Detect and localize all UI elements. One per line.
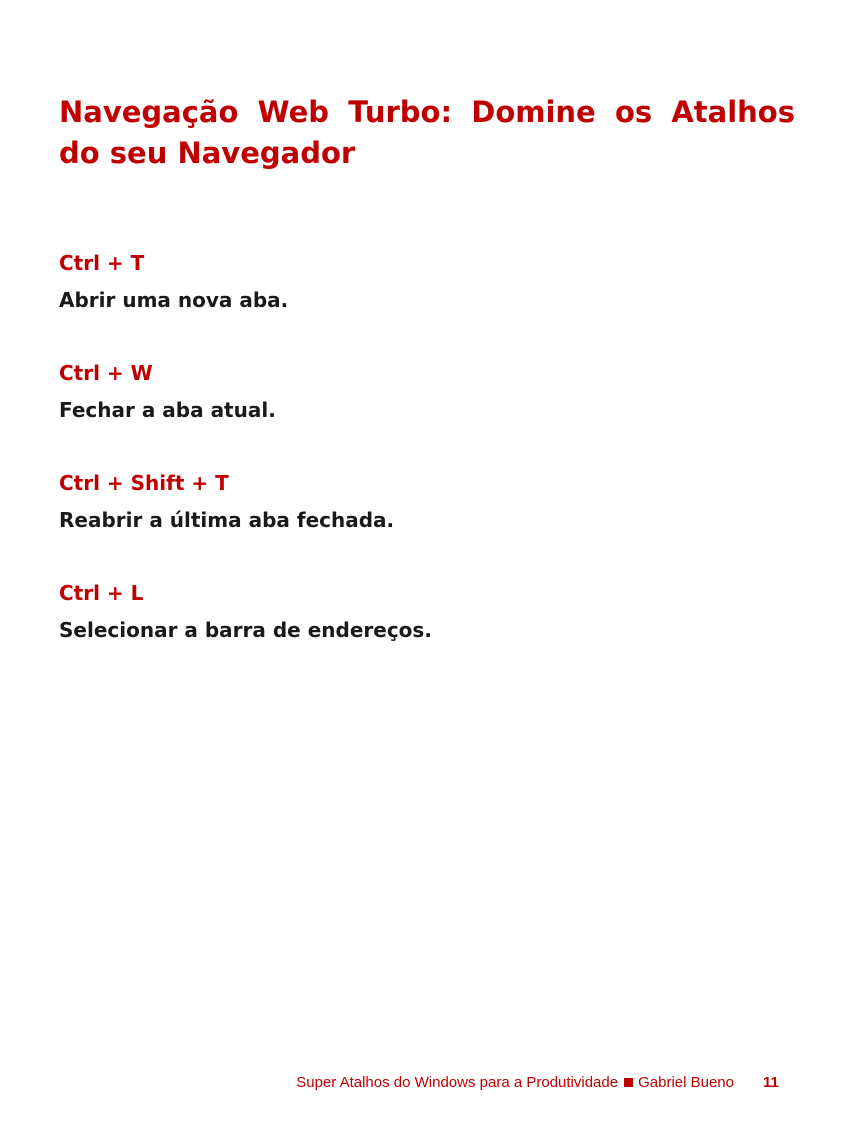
shortcut-description: Fechar a aba atual. (59, 398, 276, 422)
footer-book-title: Super Atalhos do Windows para a Produtividade (296, 1074, 619, 1091)
shortcut-item (59, 580, 799, 690)
footer-author: Gabriel Bueno (638, 1074, 734, 1091)
shortcut-item (59, 470, 799, 580)
page-number: 11 (763, 1074, 779, 1091)
shortcut-keys: Ctrl + Shift + T (59, 471, 229, 495)
shortcut-keys: Ctrl + W (59, 361, 153, 385)
footer-text (296, 1074, 734, 1091)
footer-separator-square-icon (624, 1078, 633, 1087)
shortcut-item (59, 250, 799, 360)
shortcut-description: Abrir uma nova aba. (59, 288, 289, 312)
page-footer (0, 1072, 853, 1094)
shortcut-list (59, 250, 799, 690)
shortcut-keys: Ctrl + T (59, 251, 145, 275)
shortcut-description: Reabrir a última aba fechada. (59, 508, 395, 532)
shortcut-keys: Ctrl + L (59, 581, 144, 605)
shortcut-item (59, 360, 799, 470)
page-title: Navegação Web Turbo: Domine os Atalhos do seu Navegador (59, 95, 795, 170)
shortcut-description: Selecionar a barra de endereços. (59, 618, 432, 642)
